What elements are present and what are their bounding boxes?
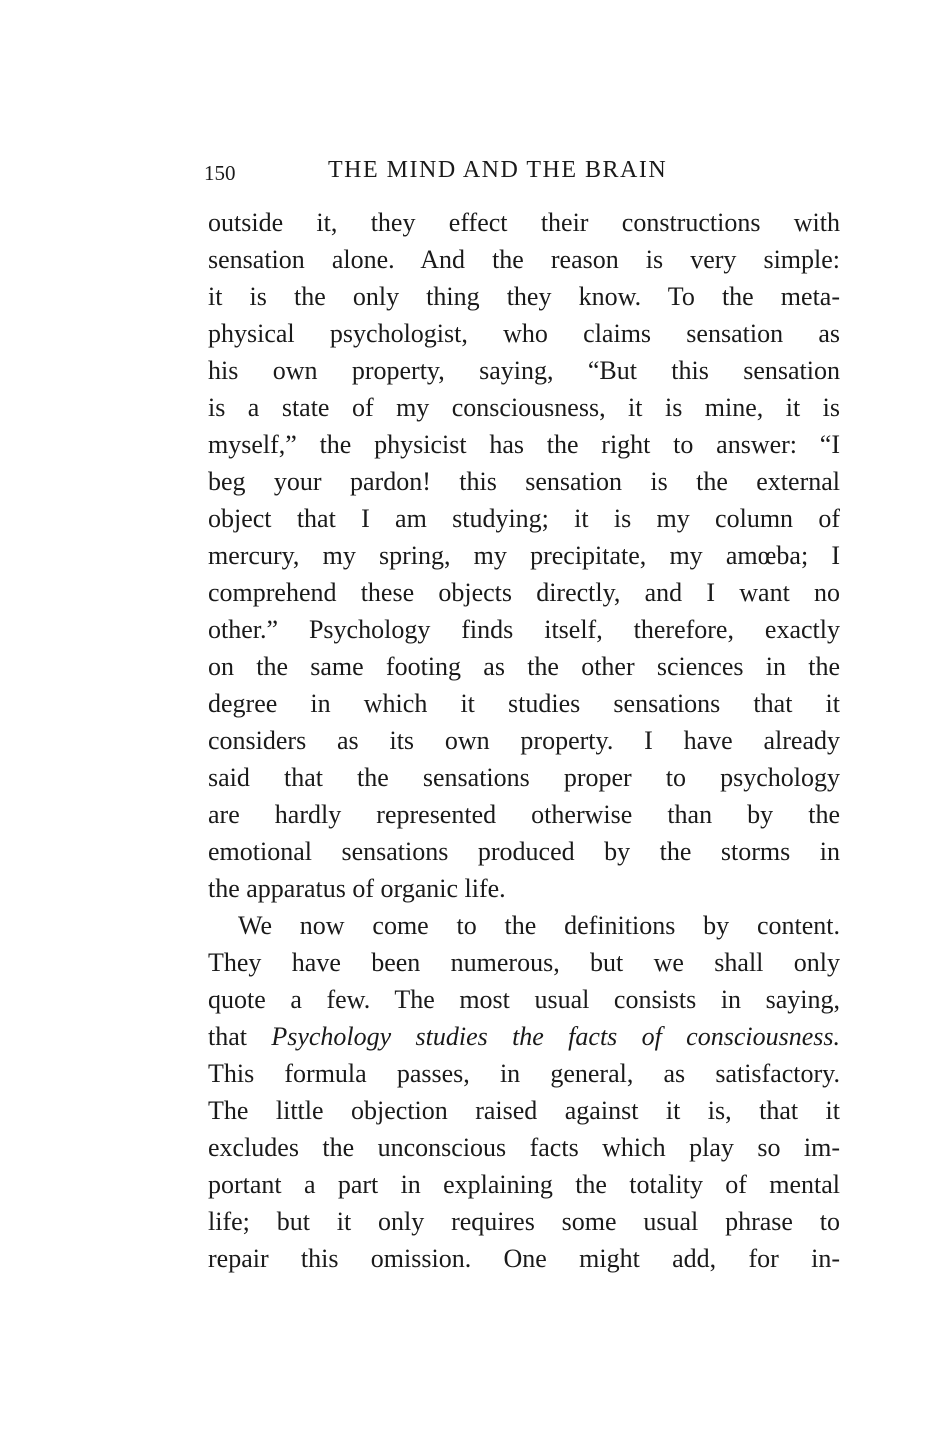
text-line: outside it, they effect their constructions with (208, 208, 840, 237)
text-line: mercury, my spring, my precipitate, my amœba; I (208, 541, 840, 570)
text-line: quote a few. The most usual consists in saying, (208, 985, 840, 1014)
text-line: sensation alone. And the reason is very simple: (208, 245, 840, 274)
text-line: is a state of my consciousness, it is mine, it is (208, 393, 840, 422)
text-line: This formula passes, in general, as satisfactory. (208, 1059, 840, 1088)
text-line: it is the only thing they know. To the meta- (208, 282, 840, 311)
text-line: The little objection raised against it is, that it (208, 1096, 840, 1125)
text-fragment: that (208, 1022, 247, 1051)
text-line: life; but it only requires some usual phrase to (208, 1207, 840, 1236)
paragraph-first-line: We now come to the definitions by content. (238, 911, 840, 940)
text-line: emotional sensations produced by the storms in (208, 837, 840, 866)
text-line: considers as its own property. I have already (208, 726, 840, 755)
text-line: on the same footing as the other sciences in the (208, 652, 840, 681)
text-line: beg your pardon! this sensation is the external (208, 467, 840, 496)
text-line: myself,” the physicist has the right to answer: “I (208, 430, 840, 459)
text-line: portant a part in explaining the totality of mental (208, 1170, 840, 1199)
text-line: his own property, saying, “But this sensation (208, 356, 840, 385)
text-line: repair this omission. One might add, for in- (208, 1244, 840, 1273)
paragraph-last-line: the apparatus of organic life. (208, 874, 506, 903)
text-line: excludes the unconscious facts which play so im- (208, 1133, 840, 1162)
text-line-with-italic (208, 1018, 840, 1055)
text-line: said that the sensations proper to psychology (208, 763, 840, 792)
text-line: degree in which it studies sensations that it (208, 689, 840, 718)
running-head (204, 157, 840, 191)
text-line: are hardly represented otherwise than by the (208, 800, 840, 829)
text-line: other.” Psychology finds itself, therefore, exactly (208, 615, 840, 644)
italic-phrase: Psychology studies the facts of consciousness. (271, 1022, 840, 1051)
text-line: comprehend these objects directly, and I want no (208, 578, 840, 607)
running-title: THE MIND AND THE BRAIN (328, 157, 668, 183)
text-line: object that I am studying; it is my column of (208, 504, 840, 533)
text-line: physical psychologist, who claims sensation as (208, 319, 840, 348)
text-line: They have been numerous, but we shall only (208, 948, 840, 977)
page-number: 150 (204, 161, 236, 185)
body-text (208, 204, 840, 1277)
